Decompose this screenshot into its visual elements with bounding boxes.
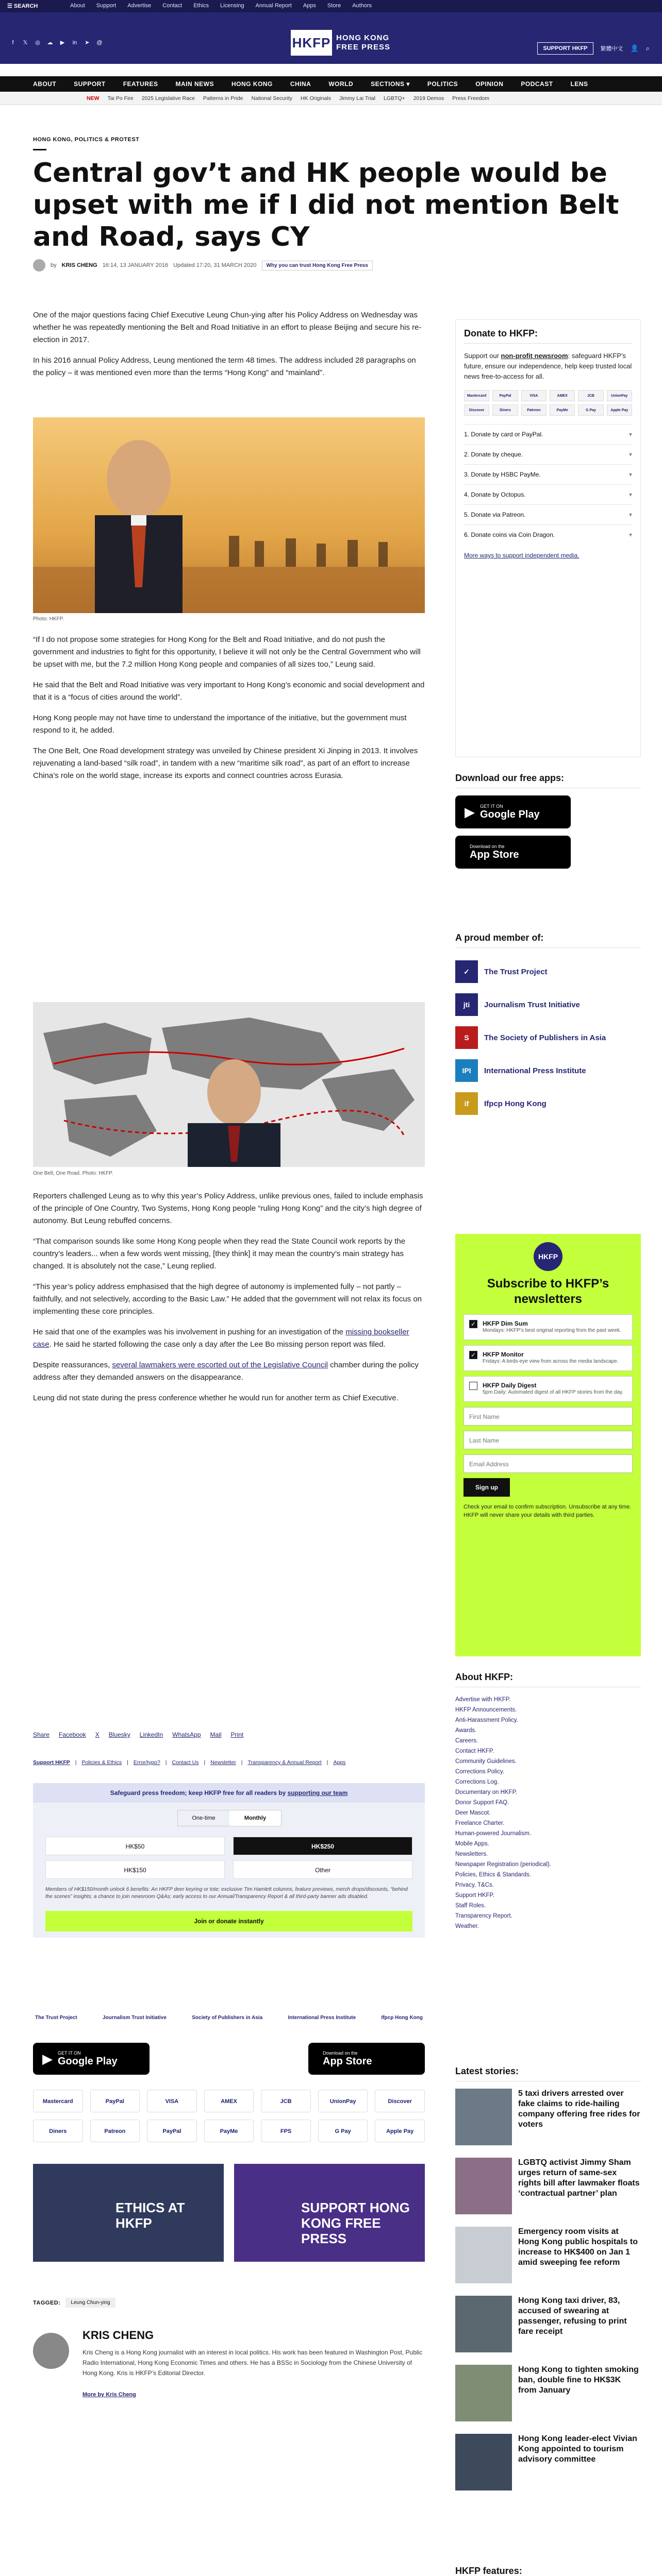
latest-story[interactable]: Hong Kong leader-elect Vivian Kong appointed to tourism advisory committee xyxy=(455,2434,641,2496)
footer-support-link[interactable]: Support HKFP xyxy=(33,1759,70,1766)
visa-icon: VISA xyxy=(521,390,547,401)
app-badges-row xyxy=(33,2043,425,2075)
about-link[interactable]: Weather. xyxy=(455,1923,479,1929)
membership-item[interactable]: jti Journalism Trust Initiative xyxy=(455,988,641,1021)
footer-policies-link[interactable]: Policies & Ethics xyxy=(81,1759,122,1766)
utility-link-contact[interactable]: Contact xyxy=(162,3,183,9)
newsletter-title: Subscribe to HKFP’s newsletters xyxy=(487,1277,609,1306)
donate-option[interactable]: 2. Donate by cheque. ▾ xyxy=(464,444,632,464)
user-icon[interactable]: 👤 xyxy=(630,44,639,52)
paragraph: In his 2016 annual Policy Address, Leung mentioned the term 48 times. The address included 28 paragraphs on the policy – it was mentioned even more than the terms “Hong Kong” and “mainland”. xyxy=(33,356,416,377)
donate-option[interactable]: 5. Donate via Patreon. ▾ xyxy=(464,504,632,524)
latest-story[interactable]: 5 taxi drivers arrested over fake claims to ride-hailing company offering free rides for voters xyxy=(455,2089,641,2150)
facebook-icon[interactable]: f xyxy=(12,40,14,46)
donate-widget-header: Safeguard press freedom; keep HKFP free for all readers by supporting our team xyxy=(33,1783,425,1803)
article-category[interactable]: HONG KONG, POLITICS & PROTEST xyxy=(33,137,140,143)
trending-link[interactable]: Jimmy Lai Trial xyxy=(339,95,375,101)
about-link[interactable]: Corrections Policy. xyxy=(455,1769,505,1775)
sopa-icon: S xyxy=(455,1026,478,1049)
footer-error-link[interactable]: Error/typo? xyxy=(133,1759,160,1766)
support-hkfp-button[interactable]: SUPPORT HKFP xyxy=(537,42,593,55)
mastercard-icon: Mastercard xyxy=(464,390,489,401)
about-link[interactable]: Donor Support FAQ. xyxy=(455,1800,509,1806)
nav-podcast[interactable]: PODCAST xyxy=(521,80,553,88)
nav-sections[interactable]: SECTIONS ▾ xyxy=(371,80,410,88)
amex-icon[interactable]: AMEX xyxy=(204,2090,254,2112)
nav-opinion[interactable]: OPINION xyxy=(475,80,504,88)
join-donate-button[interactable]: Join or donate instantly xyxy=(45,1911,412,1931)
more-ways-link[interactable]: More ways to support independent media. xyxy=(464,552,580,559)
last-name-field[interactable]: Last Name xyxy=(464,1431,633,1449)
trending-link[interactable]: HK Originals xyxy=(301,95,331,101)
chevron-down-icon: ▾ xyxy=(628,431,632,438)
author-box xyxy=(33,2329,425,2406)
sidebar-about-title: About HKFP: xyxy=(455,1672,641,1687)
latest-story[interactable]: LGBTQ activist Jimmy Sham urges return of same-sex rights bill after lawmaker floats ‘contractual partner’ plan xyxy=(455,2158,641,2219)
photo-leung xyxy=(33,417,425,613)
payment-methods xyxy=(33,2090,425,2142)
paragraph: “This year’s policy address emphasised that the high degree of autonomy is implemented fully – not partly – faithfully, and not selectively, according to the Basic Law.” He added that the government will not relax its focus on implementing these core principles. xyxy=(33,1282,422,1316)
telegram-icon[interactable]: ➤ xyxy=(85,40,90,46)
trending-link[interactable]: LGBTQ+ xyxy=(383,95,405,101)
social-icons xyxy=(9,39,103,46)
ipi-icon: IPI xyxy=(455,1059,478,1082)
story-thumbnail[interactable] xyxy=(455,2158,512,2214)
ifpcp-icon: if xyxy=(455,1092,478,1115)
membership-item[interactable]: IPI International Press Institute xyxy=(455,1054,641,1087)
chevron-down-icon: ▾ xyxy=(628,531,632,538)
about-link[interactable]: Contact HKFP. xyxy=(455,1748,494,1754)
article-footer-links: Support HKFP | Policies & Ethics | Error/typo? | Contact Us | Newsletter | Transparency & Annual Report | Apps xyxy=(33,1759,346,1766)
footer-transparency-link[interactable]: Transparency & Annual Report xyxy=(247,1759,322,1766)
utility-link-store[interactable]: Store xyxy=(327,3,341,9)
non-profit-link[interactable]: non-profit newsroom xyxy=(501,352,568,360)
author-avatar[interactable] xyxy=(33,259,45,272)
freq-monthly[interactable]: Monthly xyxy=(229,1810,281,1826)
newsletter-logo: HKFP xyxy=(534,1242,562,1271)
sidebar-apps-title: Download our free apps: xyxy=(455,773,641,788)
about-link[interactable]: Newspaper Registration (periodical). xyxy=(455,1861,551,1868)
app-store-badge[interactable]: Download on the App Store xyxy=(455,836,571,869)
about-link[interactable]: Mobile Apps. xyxy=(455,1841,489,1847)
amount-option-other[interactable]: Other xyxy=(233,1860,412,1879)
newsletter-option[interactable]: HKFP Daily Digest 5pm Daily: Automated digest of all HKFP stories from the day. xyxy=(464,1376,633,1402)
about-link[interactable]: Staff Roles. xyxy=(455,1903,486,1909)
mastercard-icon[interactable]: Mastercard xyxy=(33,2090,83,2112)
about-link[interactable]: Documentary on HKFP. xyxy=(455,1789,517,1795)
about-link[interactable]: Privacy, T&Cs. xyxy=(455,1882,494,1888)
amount-option-selected[interactable]: HK$250 xyxy=(233,1837,412,1855)
freq-one-time[interactable]: One-time xyxy=(192,1815,216,1821)
google-play-badge[interactable]: ▶ GET IT ON Google Play xyxy=(33,2043,150,2075)
paragraph: Hong Kong people may not have time to understand the importance of the initiative, but the government must respond to it, he added. xyxy=(33,714,407,735)
story-thumbnail[interactable] xyxy=(455,2434,512,2490)
diners-icon: Diners xyxy=(492,404,518,416)
logo-line-2: FREE PRESS xyxy=(336,43,391,52)
author-box-name[interactable]: KRIS CHENG xyxy=(82,2329,154,2342)
latest-story[interactable]: Emergency room visits at Hong Kong public hospitals to increase to HK$400 on Jan 1 amid sweeping fee reform xyxy=(455,2227,641,2289)
photo-one-belt-one-road xyxy=(33,1002,425,1167)
first-name-field[interactable]: First Name xyxy=(464,1407,633,1426)
utility-link-licensing[interactable]: Licensing xyxy=(220,3,244,9)
share-linkedin[interactable]: LinkedIn xyxy=(139,1731,163,1738)
visa-icon[interactable]: VISA xyxy=(147,2090,197,2112)
membership-item[interactable]: ✓ The Trust Project xyxy=(455,955,641,988)
photo-caption: Photo: HKFP. xyxy=(33,616,64,622)
amex-icon: AMEX xyxy=(550,390,575,401)
nav-lens[interactable]: LENS xyxy=(570,80,588,88)
donate-option[interactable]: 6. Donate coins via Coin Dragon. ▾ xyxy=(464,524,632,545)
title-rule xyxy=(33,149,46,150)
article-title: Central gov’t and HK people would be upset with me if I did not mention Belt and Road, says CY xyxy=(33,158,619,252)
nav-support[interactable]: SUPPORT xyxy=(74,80,106,88)
google-pay-icon: G Pay xyxy=(578,404,603,416)
sidebar-apps xyxy=(455,773,641,917)
chevron-down-icon: ▾ xyxy=(628,491,632,498)
utility-link-apps[interactable]: Apps xyxy=(303,3,316,9)
paragraph: He said that the Belt and Road Initiative was very important to Hong Kong’s economic and social development and that it is a “focus of cities around the world”. xyxy=(33,681,425,702)
sidebar-about xyxy=(455,1672,641,2053)
sidebar-features-title: HKFP features: xyxy=(455,2566,641,2576)
about-link[interactable]: Freelance Charter. xyxy=(455,1820,505,1826)
site-logo[interactable] xyxy=(291,30,390,56)
google-play-icon: ▶ xyxy=(42,2050,53,2066)
paypal-icon: PayPal xyxy=(492,390,518,401)
paypal-icon[interactable]: PayPal xyxy=(90,2090,140,2112)
utility-link-ethics[interactable]: Ethics xyxy=(193,3,209,9)
utility-links xyxy=(70,3,372,9)
trending-link[interactable]: 2025 Legislative Race xyxy=(141,95,195,101)
discover-icon: Discover xyxy=(464,404,489,416)
about-link[interactable]: Advertise with HKFP. xyxy=(455,1697,511,1703)
search-toggle[interactable]: ☰ SEARCH xyxy=(7,3,38,9)
email-field[interactable]: Email Address xyxy=(464,1454,633,1473)
membership-item[interactable]: S The Society of Publishers in Asia xyxy=(455,1021,641,1054)
article-body-part-2 xyxy=(33,634,425,790)
utility-link-authors[interactable]: Authors xyxy=(352,3,372,9)
footer-contact-link[interactable]: Contact Us xyxy=(172,1759,199,1766)
paragraph: Reporters challenged Leung as to why this year’s Policy Address, unlike previous ones, failed to include emphasis of the principle of One Country, Two Systems, Hong Kong people “ruling Hong Kong” and the city’s high degree of autonomy. But Leung rebuffed concerns. xyxy=(33,1192,423,1225)
trending-link[interactable]: 2019 Demos xyxy=(413,95,444,101)
author-name[interactable]: KRIS CHENG xyxy=(61,262,97,268)
bluesky-icon[interactable]: ☁ xyxy=(47,40,53,46)
instagram-icon[interactable]: ◎ xyxy=(35,40,40,46)
new-label: NEW xyxy=(87,95,100,101)
utility-link-about[interactable]: About xyxy=(70,3,85,9)
updated-date: Updated 17:20, 31 MARCH 2020 xyxy=(173,262,257,268)
tag-chip[interactable]: Leung Chun-ying xyxy=(65,2298,115,2308)
membership-item[interactable]: if Ifpcp Hong Kong xyxy=(455,1087,641,1120)
published-date: 16:14, 13 JANUARY 2016 xyxy=(102,262,169,268)
patreon-icon: Patreon xyxy=(521,404,547,416)
article-body-part-3 xyxy=(33,1190,425,1413)
sidebar-payment-icons xyxy=(464,390,632,416)
discover-icon[interactable]: Discover xyxy=(375,2090,425,2112)
about-link[interactable]: Human-powered Journalism. xyxy=(455,1831,532,1837)
patreon-icon[interactable]: Patreon xyxy=(90,2120,140,2142)
nav-world[interactable]: WORLD xyxy=(328,80,354,88)
jti-logo[interactable]: Journalism Trust Initiative xyxy=(103,2015,167,2021)
payme-icon[interactable]: PayMe xyxy=(204,2120,254,2142)
tagged-label: TAGGED: xyxy=(33,2299,61,2306)
trending-link[interactable]: Patterns in Pride xyxy=(203,95,243,101)
about-link[interactable]: Anti-Harassment Policy. xyxy=(455,1717,518,1723)
ethics-promo-banner[interactable]: ETHICS AT HKFP xyxy=(33,2164,224,2262)
x-icon[interactable]: 𝕏 xyxy=(23,40,28,46)
sidebar-donate xyxy=(455,319,641,757)
about-link[interactable]: Policies, Ethics & Standards. xyxy=(455,1872,532,1878)
google-play-badge[interactable]: ▶ GET IT ON Google Play xyxy=(455,795,571,828)
amount-option[interactable]: HK$50 xyxy=(45,1837,225,1855)
language-switch[interactable]: 繁體中文 xyxy=(600,46,623,52)
sidebar-latest-stories xyxy=(455,2066,641,2550)
share-whatsapp[interactable]: WhatsApp xyxy=(172,1731,201,1738)
latest-story[interactable]: Hong Kong taxi driver, 83, accused of swearing at passenger, refusing to print fare receipt xyxy=(455,2296,641,2358)
trust-project-logo[interactable]: The Trust Project xyxy=(35,2015,77,2021)
byline: by KRIS CHENG 16:14, 13 JANUARY 2016 Updated 17:20, 31 MARCH 2020 Why you can trust Hong Kong Free Press xyxy=(33,258,373,273)
footer-newsletter-link[interactable]: Newsletter xyxy=(210,1759,236,1766)
unionpay-icon[interactable]: UnionPay xyxy=(318,2090,368,2112)
utility-link-support[interactable]: Support xyxy=(96,3,117,9)
nav-features[interactable]: FEATURES xyxy=(123,80,158,88)
support-team-link[interactable]: supporting our team xyxy=(287,1789,348,1797)
youtube-icon[interactable]: ▶ xyxy=(60,40,65,46)
support-promo-banner[interactable]: SUPPORT HONG KONG FREE PRESS xyxy=(234,2164,425,2262)
story-thumbnail[interactable] xyxy=(455,2296,512,2352)
donate-widget xyxy=(33,1783,425,1938)
site-header xyxy=(0,12,662,64)
jcb-icon: JCB xyxy=(578,390,603,401)
main-nav xyxy=(0,76,662,92)
paragraph: One of the major questions facing Chief Executive Leung Chun-ying after his Policy Address on Wednesday was whether he was repeatedly mentioning the Belt and Road Initiative in an effort to please Beijing and secure his re-election in 2017. xyxy=(33,311,422,344)
top-utility-bar xyxy=(0,0,662,12)
trust-project-icon: ✓ xyxy=(455,960,478,983)
amount-option[interactable]: HK$150 xyxy=(45,1860,225,1879)
why-trust-button[interactable]: Why you can trust Hong Kong Free Press xyxy=(262,261,373,270)
author-photo[interactable] xyxy=(33,2333,69,2369)
about-link[interactable]: Awards. xyxy=(455,1727,477,1734)
sidebar-latest-title: Latest stories: xyxy=(455,2066,641,2081)
chevron-down-icon: ▾ xyxy=(628,451,632,458)
search-icon[interactable]: ⌕ xyxy=(646,44,650,52)
nav-china[interactable]: CHINA xyxy=(290,80,311,88)
latest-story[interactable]: Hong Kong to tighten smoking ban, double fine to HK$3K from January xyxy=(455,2365,641,2427)
jti-icon: jti xyxy=(455,993,478,1016)
checkbox-checked[interactable]: ✓ xyxy=(469,1351,477,1359)
newsletter-option[interactable]: ✓ HKFP Monitor Fridays: A birds-eye view from across the media landscape. xyxy=(464,1345,633,1371)
about-link[interactable]: Newsletters. xyxy=(455,1851,488,1857)
sign-up-button[interactable]: Sign up xyxy=(464,1478,510,1497)
share-bluesky[interactable]: Bluesky xyxy=(108,1731,130,1738)
article-body-part-1 xyxy=(33,309,425,387)
ipi-logo[interactable]: International Press Institute xyxy=(288,2015,356,2021)
newsletter-note: Check your email to confirm subscription. Unsubscribe at any time. HKFP will never share your details with third parties. xyxy=(464,1504,632,1518)
donate-option[interactable]: 1. Donate by card or PayPal. ▾ xyxy=(464,424,632,444)
sidebar-donate-title: Donate to HKFP: xyxy=(464,328,632,344)
app-store-badge[interactable]: Download on the App Store xyxy=(308,2043,425,2075)
checkbox-checked[interactable]: ✓ xyxy=(469,1320,477,1328)
story-thumbnail[interactable] xyxy=(455,2227,512,2283)
newsletter-option[interactable]: ✓ HKFP Dim Sum Mondays: HKFP’s best original reporting from the past week. xyxy=(464,1314,633,1340)
apple-pay-icon[interactable]: Apple Pay xyxy=(375,2120,425,2142)
donate-benefits-note: Members of HK$150/month unlock 6 benefits: An HKFP deer keyring or tote; exclusive Tim Hamlett columns, feature previews, merch drops/discounts, “behind the scenes” insights; a chance to join newsroom Q&As; early access to our Annual/Transparency Report & all third-party banner ads disabled. xyxy=(45,1887,408,1900)
tags-row xyxy=(33,2298,115,2308)
paragraph: Leung did not state during the press conference whether he would run for another term as Chief Executive. xyxy=(33,1394,399,1402)
share-facebook[interactable]: Facebook xyxy=(59,1731,86,1738)
donate-option[interactable]: 4. Donate by Octopus. ▾ xyxy=(464,484,632,504)
trending-link[interactable]: Tai Po Fire xyxy=(107,95,134,101)
paragraph: He said that one of the examples was his involvement in pushing for an investigation of the missing bookseller case. He said he started following the case only a day after the Lee Bo missing person report was filed. xyxy=(33,1328,409,1349)
google-pay-icon[interactable]: G Pay xyxy=(318,2120,368,2142)
share-mail[interactable]: Mail xyxy=(210,1731,222,1738)
diners-icon[interactable]: Diners xyxy=(33,2120,83,2142)
more-by-author-link[interactable]: More by Kris Cheng xyxy=(82,2392,136,2398)
unionpay-icon: UnionPay xyxy=(607,390,632,401)
about-link[interactable]: Community Guidelines. xyxy=(455,1758,517,1765)
about-link[interactable]: Support HKFP. xyxy=(455,1892,494,1899)
paragraph: “If I do not propose some strategies for Hong Kong for the Belt and Road Initiative, and do not push the government and industries to fight for this opportunity, I believe it will not only be the Central Government who will be upset with me, but the 7.2 million Hong Kong people and companies of all sizes too,” Leung said. xyxy=(33,635,421,669)
about-link[interactable]: Transparency Report. xyxy=(455,1913,512,1919)
about-link[interactable]: HKFP Announcements. xyxy=(455,1707,517,1713)
nav-about[interactable]: ABOUT xyxy=(33,80,57,88)
frequency-toggle xyxy=(177,1810,282,1826)
story-thumbnail[interactable] xyxy=(455,2089,512,2145)
share-print[interactable]: Print xyxy=(230,1731,244,1738)
share-bar xyxy=(33,1731,243,1738)
paragraph: Despite reassurances, several lawmakers were escorted out of the Legislative Council chamber during the policy address after they demanded answers on the disappearance. xyxy=(33,1361,419,1382)
nav-hong-kong[interactable]: HONG KONG xyxy=(231,80,273,88)
payme-icon: PayMe xyxy=(550,404,575,416)
logo-mark: HKFP xyxy=(291,30,332,56)
donate-lead: Support our non-profit newsroom: safeguard HKFP’s future, ensure our independence, help keep trusted local news free-to-access for all. xyxy=(464,352,632,380)
paypal-icon[interactable]: PayPal xyxy=(147,2120,197,2142)
photo-caption: One Belt, One Road. Photo: HKFP. xyxy=(33,1171,113,1176)
sopa-logo[interactable]: Society of Publishers in Asia xyxy=(192,2015,263,2021)
utility-link-annual-report[interactable]: Annual Report xyxy=(255,3,292,9)
sidebar-proud-title: A proud member of: xyxy=(455,933,641,948)
about-link[interactable]: Careers. xyxy=(455,1738,478,1744)
logo-line-1: HONG KONG xyxy=(336,33,390,42)
chevron-down-icon: ▾ xyxy=(628,471,632,478)
bookseller-link[interactable]: missing bookseller case xyxy=(33,1328,409,1349)
share-x[interactable]: X xyxy=(95,1731,100,1738)
donate-option[interactable]: 3. Donate by HSBC PayMe. ▾ xyxy=(464,464,632,484)
newsletter-signup xyxy=(455,1234,641,1656)
nav-main-news[interactable]: MAIN NEWS xyxy=(175,80,214,88)
fps-icon[interactable]: FPS xyxy=(261,2120,311,2142)
threads-icon[interactable]: @ xyxy=(96,40,103,46)
jcb-icon[interactable]: JCB xyxy=(261,2090,311,2112)
linkedin-icon[interactable]: in xyxy=(72,40,77,46)
trending-link[interactable]: National Security xyxy=(251,95,293,101)
about-link[interactable]: Corrections Log. xyxy=(455,1779,499,1785)
paragraph: The One Belt, One Road development strategy was unveiled by Chinese president Xi Jinping in 2013. It involves rejuvenating a land-based “silk road”, in tandem with a new “maritime silk road”, as part of an effort to increase China’s role on the world stage, increase its exports and connect countries across Eurasia. xyxy=(33,747,418,780)
utility-link-advertise[interactable]: Advertise xyxy=(127,3,152,9)
member-logos-row xyxy=(33,2012,425,2024)
sidebar-features xyxy=(455,2566,641,2576)
paragraph: “That comparison sounds like some Hong Kong people when they read the State Council work reports by the country’s leaders... when a few words went missing, [they think] it may mean the country’s main strategy has changed. It is absolutely not the case,” Leung replied. xyxy=(33,1237,406,1270)
google-play-icon: ▶ xyxy=(465,804,475,820)
lawmakers-link[interactable]: several lawmakers were escorted out of the Legislative Council xyxy=(112,1361,328,1369)
trending-link[interactable]: Press Freedom xyxy=(452,95,490,101)
sidebar-memberships xyxy=(455,933,641,1221)
story-thumbnail[interactable] xyxy=(455,2365,512,2421)
author-bio: Kris Cheng is a Hong Kong journalist with an interest in local politics. His work has been featured in Washington Post, Public Radio International, Hong Kong Economic Times and others. He has a BSSc in Sociology from the Chinese University of Hong Kong. Kris is HKFP’s Editorial Director. xyxy=(82,2349,423,2377)
nav-politics[interactable]: POLITICS xyxy=(427,80,458,88)
about-link[interactable]: Deer Mascot. xyxy=(455,1810,491,1816)
ifpcp-logo[interactable]: Ifpcp Hong Kong xyxy=(381,2015,423,2021)
share-label: Share xyxy=(33,1731,50,1738)
apple-pay-icon: Apple Pay xyxy=(607,404,632,416)
footer-apps-link[interactable]: Apps xyxy=(333,1759,346,1766)
about-links xyxy=(455,1694,641,1931)
trending-bar xyxy=(0,92,662,105)
checkbox[interactable] xyxy=(469,1382,477,1390)
chevron-down-icon: ▾ xyxy=(628,511,632,518)
